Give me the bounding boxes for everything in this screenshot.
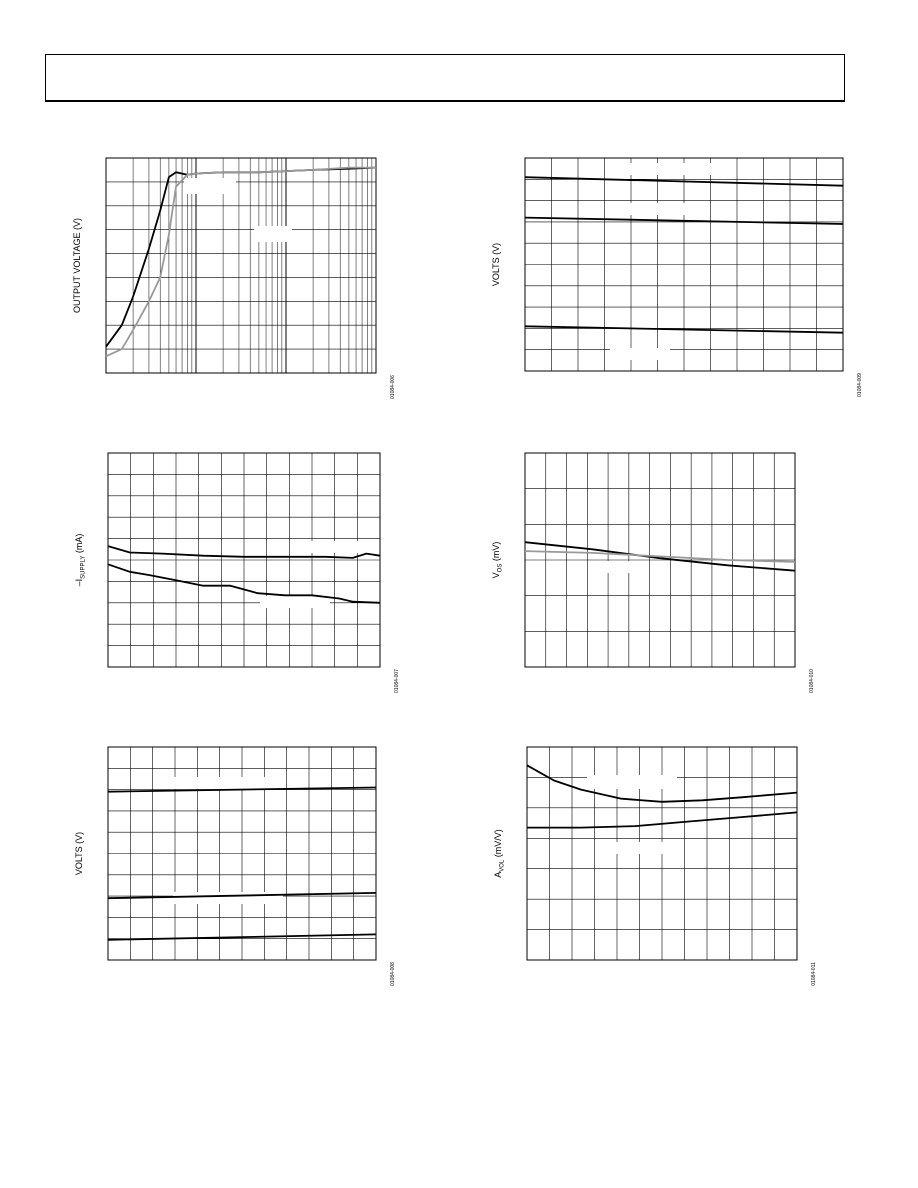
chart-volts-bottom-left (40, 740, 420, 1010)
y-axis-label-main: A (493, 871, 503, 878)
y-axis-label-main: VOLTS (V) (74, 831, 84, 876)
y-axis-label-unit: (mV) (491, 541, 501, 564)
figure-id: 01084-007 (394, 669, 400, 693)
y-axis-label (491, 542, 504, 579)
label-mask (610, 348, 670, 360)
figure-id: 01084-006 (390, 375, 396, 399)
y-axis-label (74, 534, 87, 587)
label-mask (260, 596, 330, 608)
label-mask (184, 178, 236, 194)
figure-id: 01084-011 (811, 962, 817, 986)
y-axis-label-subscript: OS (497, 563, 504, 573)
label-mask (173, 777, 283, 789)
plot-frame (106, 158, 376, 373)
y-axis-label-subscript: VOL (499, 859, 506, 872)
chart-volts-top-right (480, 150, 863, 420)
figure-id: 01084-009 (857, 373, 863, 397)
y-axis-label-main: OUTPUT VOLTAGE (V) (72, 217, 82, 314)
y-axis-label-main: VOLTS (V) (491, 242, 501, 287)
label-mask (607, 842, 677, 854)
y-axis-label (493, 829, 506, 878)
label-mask (610, 163, 720, 175)
label-mask (296, 541, 376, 553)
label-mask (590, 561, 640, 573)
y-axis-label (74, 832, 84, 875)
label-mask (610, 203, 690, 215)
label-mask (254, 226, 292, 242)
label-mask (587, 775, 677, 789)
y-axis-label-unit: (mA) (74, 533, 84, 556)
y-axis-label-unit: (mV/V) (493, 829, 503, 860)
label-mask (173, 892, 283, 904)
page-header-box (45, 54, 845, 102)
y-axis-label (491, 243, 501, 286)
chart-offset-voltage (480, 445, 860, 715)
figure-id: 01084-010 (809, 669, 815, 693)
chart-output-voltage (40, 150, 420, 420)
y-axis-label-main: V (491, 572, 501, 579)
figure-id: 01084-008 (390, 962, 396, 986)
chart-open-loop-gain (480, 740, 860, 1010)
y-axis-label-subscript: SUPPLY (80, 555, 87, 579)
y-axis-label (72, 218, 82, 313)
y-axis-label-main: –I (74, 578, 84, 587)
chart-supply-current (40, 445, 420, 715)
